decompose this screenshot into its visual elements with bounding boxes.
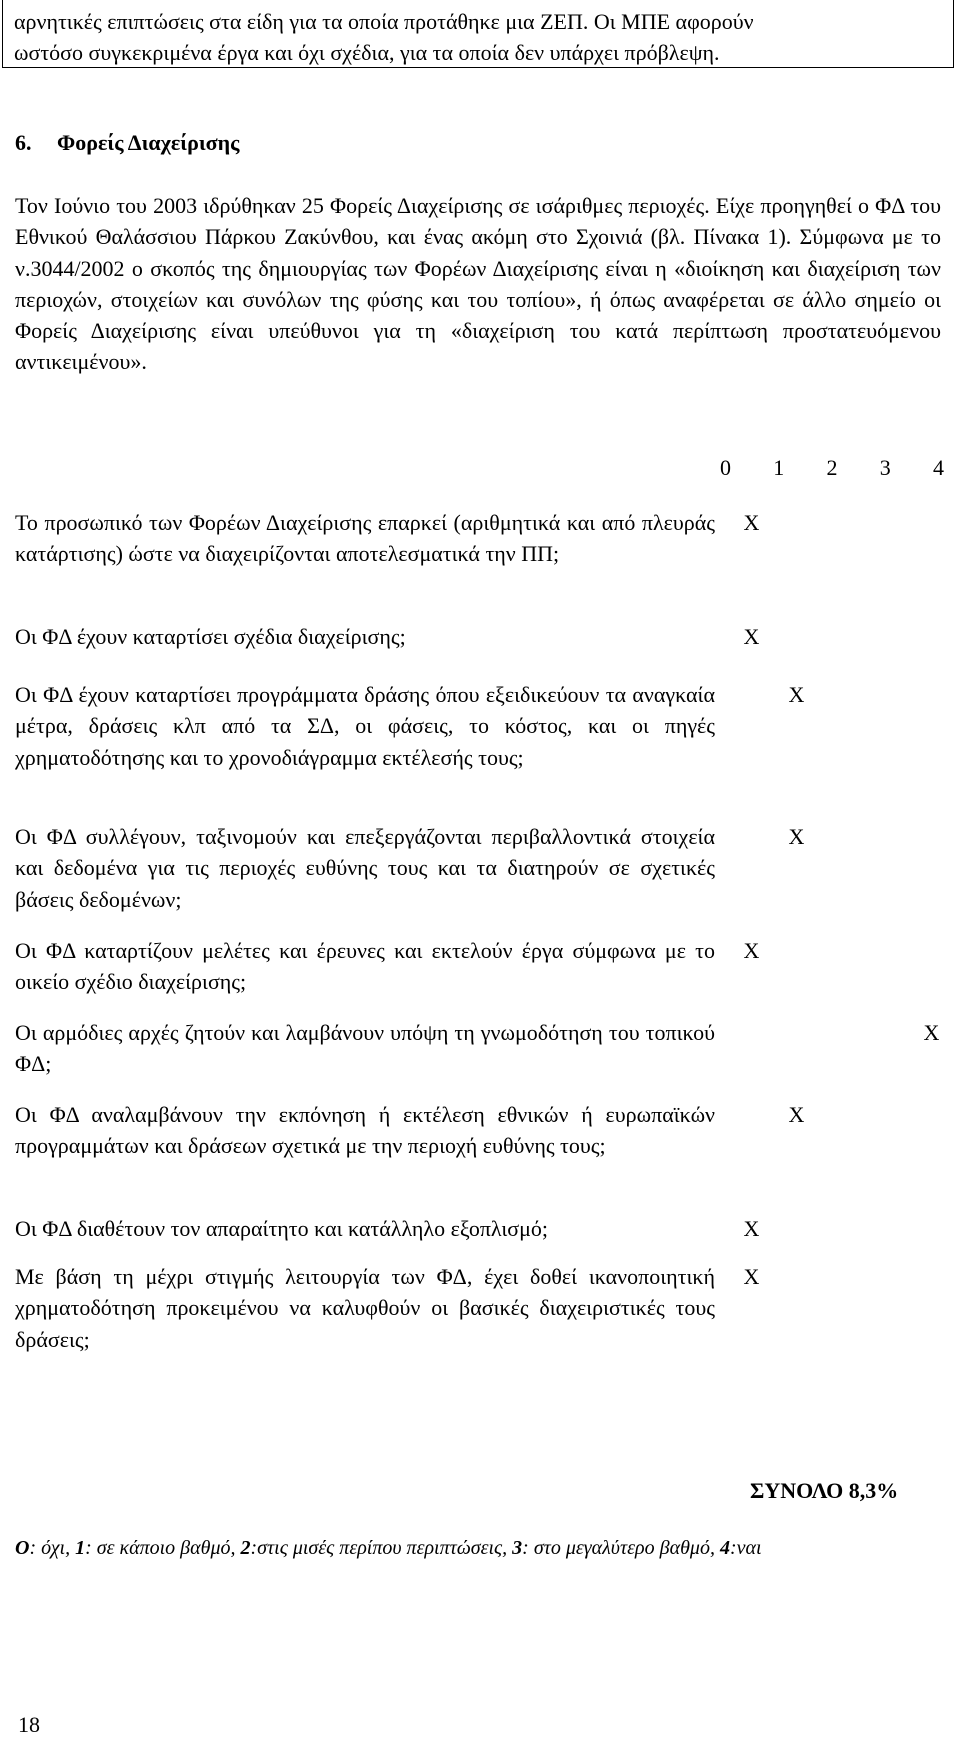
legend-key: 1 xyxy=(75,1537,86,1559)
section-title: Φορείς Διαχείρισης xyxy=(57,130,240,155)
mark-cell-1 xyxy=(774,1208,819,1256)
mark-cell-3 xyxy=(864,1256,909,1370)
mark-cell-4 xyxy=(909,816,954,930)
mark-cell-4 xyxy=(909,930,954,1012)
question-cell: Με βάση τη μέχρι στιγμής λειτουργία των ΦΔ, έχει δοθεί ικανοποιητική χρηματοδότηση προκειμένου να καλυφθούν οι βασικές διαχειριστικές τους δράσεις; xyxy=(15,1264,715,1352)
scale-0: 0 xyxy=(720,455,731,480)
mark-cell-4 xyxy=(909,1094,954,1208)
mark-cell-0: X xyxy=(743,1216,760,1241)
mark-cell-2 xyxy=(819,816,864,930)
mark-cell-0 xyxy=(729,816,774,930)
table-row xyxy=(15,1094,954,1208)
legend-text: : σε κάποιο βαθμό, xyxy=(85,1537,241,1559)
total-score: ΣΥΝΟΛΟ 8,3% xyxy=(750,1478,899,1503)
mark-cell-0 xyxy=(729,1012,774,1094)
scale-1: 1 xyxy=(773,455,785,480)
mark-cell-4 xyxy=(909,616,954,674)
page-number: 18 xyxy=(18,1712,40,1737)
mark-cell-1 xyxy=(774,616,819,674)
mark-cell-0: X xyxy=(743,624,760,649)
mark-cell-2 xyxy=(819,1012,864,1094)
table-row xyxy=(15,816,954,930)
mark-cell-3 xyxy=(864,1208,909,1256)
legend-key: 3 xyxy=(512,1537,523,1559)
question-cell: Οι ΦΔ αναλαμβάνουν την εκπόνηση ή εκτέλεση εθνικών ή ευρωπαϊκών προγραμμάτων και δράσεων σχετικά με την περιοχή ευθύνης τους; xyxy=(15,1102,715,1159)
mark-cell-3 xyxy=(864,1012,909,1094)
legend-text: : στο μεγαλύτερο βαθμό, xyxy=(522,1537,720,1559)
scale-header xyxy=(720,455,944,481)
question-cell: Οι αρμόδιες αρχές ζητούν και λαμβάνουν υπόψη τη γνωμοδότηση του τοπικού ΦΔ; xyxy=(15,1020,715,1077)
mark-cell-1: X xyxy=(788,682,805,707)
mark-cell-2 xyxy=(819,930,864,1012)
question-cell: Οι ΦΔ συλλέγουν, ταξινομούν και επεξεργάζονται περιβαλλοντικά στοιχεία και δεδομένα για τις περιοχές ευθύνης τους και τα διατηρούν σε σχετικές βάσεις δεδομένων; xyxy=(15,824,715,912)
mark-cell-1 xyxy=(774,930,819,1012)
mark-cell-1 xyxy=(774,1012,819,1094)
mark-cell-0: X xyxy=(743,938,760,963)
scale-legend xyxy=(15,1537,762,1560)
question-cell: Οι ΦΔ καταρτίζουν μελέτες και έρευνες και εκτελούν έργα σύμφωνα με το οικείο σχέδιο διαχείρισης; xyxy=(15,938,715,995)
mark-cell-0 xyxy=(729,674,774,816)
mark-cell-0: X xyxy=(743,510,760,535)
mark-cell-4: X xyxy=(923,1020,940,1045)
assessment-table xyxy=(15,502,954,1370)
mark-cell-3 xyxy=(864,816,909,930)
scale-3: 3 xyxy=(879,455,891,480)
mark-cell-0: X xyxy=(743,1264,760,1289)
boxed-text-line-2: ωστόσο συγκεκριμένα έργα και όχι σχέδια, για τα οποία δεν υπάρχει πρόβλεψη. xyxy=(14,40,720,65)
section-number: 6. xyxy=(15,130,32,155)
table-row xyxy=(15,502,954,616)
mark-cell-0 xyxy=(729,1094,774,1208)
table-row xyxy=(15,930,954,1012)
table-row xyxy=(15,1256,954,1370)
legend-key: 4 xyxy=(719,1537,730,1559)
mark-cell-1: X xyxy=(788,1102,805,1127)
mark-cell-1 xyxy=(774,1256,819,1370)
mark-cell-3 xyxy=(864,502,909,616)
table-row xyxy=(15,1208,954,1256)
legend-text: :ναι xyxy=(729,1537,762,1559)
mark-cell-4 xyxy=(909,502,954,616)
scale-2: 2 xyxy=(826,455,838,480)
table-row xyxy=(15,1012,954,1094)
mark-cell-4 xyxy=(909,1256,954,1370)
question-cell: Οι ΦΔ έχουν καταρτίσει προγράμματα δράσης όπου εξειδικεύουν τα αναγκαία μέτρα, δράσεις κλπ από τα ΣΔ, οι φάσεις, το κόστος, και οι πηγές χρηματοδότησης και το χρονοδιάγραμμα εκτέλεσής τους; xyxy=(15,682,715,770)
mark-cell-1: X xyxy=(788,824,805,849)
mark-cell-2 xyxy=(819,674,864,816)
boxed-text xyxy=(2,0,954,68)
section-paragraph: Τον Ιούνιο του 2003 ιδρύθηκαν 25 Φορείς Διαχείρισης σε ισάριθμες περιοχές. Είχε προηγηθεί ο ΦΔ του Εθνικού Θαλάσσιου Πάρκου Ζακύνθου, και ένας ακόμη στο Σχοινιά (βλ. Πίνακα 1). Σύμφωνα με το ν.3044/2002 ο σκοπός της δημιουργίας των Φορέων Διαχείρισης είναι η «διοίκηση και διαχείριση των περιοχών, στοιχείων και συνόλων της φύσης και του τοπίου», ή όπως αναφέρεται σε άλλο σημείο οι Φορείς Διαχείρισης είναι υπεύθυνοι για τη «διαχείριση του κατά περίπτωση προστατευόμενου αντικειμένου». xyxy=(15,193,941,375)
section-heading xyxy=(15,130,239,156)
mark-cell-4 xyxy=(909,1208,954,1256)
mark-cell-3 xyxy=(864,930,909,1012)
mark-cell-2 xyxy=(819,1256,864,1370)
legend-key: 2 xyxy=(240,1537,251,1559)
mark-cell-1 xyxy=(774,502,819,616)
mark-cell-2 xyxy=(819,502,864,616)
mark-cell-4 xyxy=(909,674,954,816)
question-cell: Οι ΦΔ διαθέτουν τον απαραίτητο και κατάλληλο εξοπλισμό; xyxy=(15,1216,549,1241)
legend-text: : όχι, xyxy=(29,1537,76,1559)
mark-cell-2 xyxy=(819,1094,864,1208)
question-cell: Το προσωπικό των Φορέων Διαχείρισης επαρκεί (αριθμητικά και από πλευράς κατάρτισης) ώστε να διαχειρίζονται αποτελεσματικά την ΠΠ; xyxy=(15,510,715,567)
legend-text: :στις μισές περίπου περιπτώσεις, xyxy=(250,1537,513,1559)
scale-4: 4 xyxy=(933,455,944,480)
mark-cell-3 xyxy=(864,1094,909,1208)
boxed-text-line-1: αρνητικές επιπτώσεις στα είδη για τα οποία προτάθηκε μια ΖΕΠ. Οι ΜΠΕ αφορούν xyxy=(14,9,754,34)
mark-cell-2 xyxy=(819,616,864,674)
question-cell: Οι ΦΔ έχουν καταρτίσει σχέδια διαχείρισης; xyxy=(15,624,406,649)
legend-key: Ο xyxy=(15,1537,30,1559)
mark-cell-3 xyxy=(864,616,909,674)
table-row xyxy=(15,674,954,816)
mark-cell-2 xyxy=(819,1208,864,1256)
table-row xyxy=(15,616,954,674)
mark-cell-3 xyxy=(864,674,909,816)
